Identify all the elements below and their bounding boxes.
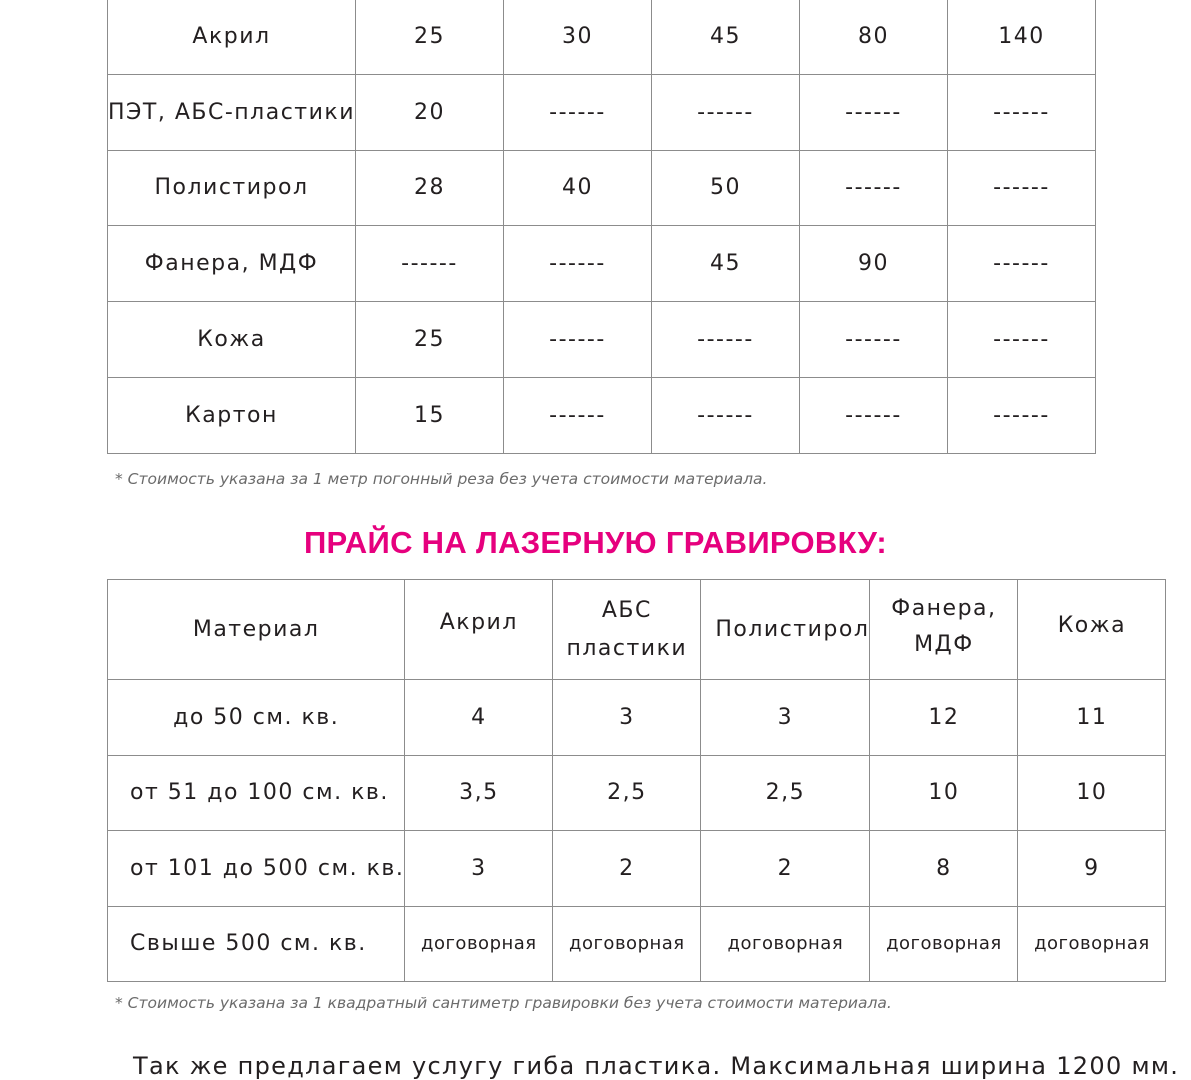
price-cell: ------ [652,377,800,453]
engraving-price-note: * Стоимость указана за 1 квадратный сантиметр гравировки без учета стоимости материала. [115,994,892,1012]
price-cell: ------ [504,74,652,150]
price-cell: договорная [1018,906,1166,982]
price-cell: ------ [356,226,504,302]
cutting-price-note: * Стоимость указана за 1 метр погонный реза без учета стоимости материала. [115,470,768,488]
price-cell: ------ [800,150,948,226]
price-cell: 30 [504,0,652,74]
price-cell: договорная [701,906,870,982]
engraving-table-body [108,580,1166,982]
table-row [108,226,1096,302]
price-cell: 10 [870,755,1018,831]
area-range-cell: Свыше 500 см. кв. [108,906,405,982]
price-cell: ------ [652,302,800,378]
material-cell: Полистирол [108,150,356,226]
price-cell: 2,5 [701,755,870,831]
material-cell: Картон [108,377,356,453]
price-cell: договорная [405,906,553,982]
header-polystyrene: Полистирол [701,580,870,680]
price-cell: 28 [356,150,504,226]
table-row [108,302,1096,378]
price-cell: 3 [405,831,553,907]
area-range-cell: до 50 см. кв. [108,680,405,756]
engraving-header-row [108,580,1166,680]
price-cell: ------ [948,377,1096,453]
price-cell: ------ [504,377,652,453]
price-cell: ------ [504,226,652,302]
price-cell: ------ [652,74,800,150]
price-cell: ------ [504,302,652,378]
price-cell: 2,5 [553,755,701,831]
price-cell: 2 [553,831,701,907]
price-cell: ------ [948,74,1096,150]
table-row [108,377,1096,453]
price-cell: 2 [701,831,870,907]
table-row [108,74,1096,150]
price-cell: 45 [652,0,800,74]
price-cell: 8 [870,831,1018,907]
price-cell: 12 [870,680,1018,756]
table-row [108,680,1166,756]
price-cell: 20 [356,74,504,150]
price-cell: 9 [1018,831,1166,907]
table-row [108,831,1166,907]
price-cell: ------ [948,150,1096,226]
price-cell: 10 [1018,755,1166,831]
area-range-cell: от 51 до 100 см. кв. [108,755,405,831]
price-cell: 4 [405,680,553,756]
area-range-cell: от 101 до 500 см. кв. [108,831,405,907]
cutting-price-table [107,0,1096,454]
price-cell: 90 [800,226,948,302]
header-acrylic: Акрил [405,580,553,680]
price-cell: 3 [553,680,701,756]
engraving-price-title: ПРАЙС НА ЛАЗЕРНУЮ ГРАВИРОВКУ: [303,525,888,560]
price-cell: 11 [1018,680,1166,756]
price-cell: ------ [800,377,948,453]
price-cell: 25 [356,302,504,378]
engraving-price-table [107,579,1166,982]
price-cell: 45 [652,226,800,302]
header-leather: Кожа [1018,580,1166,680]
table-row [108,906,1166,982]
price-cell: 140 [948,0,1096,74]
table-row [108,0,1096,74]
table-row [108,755,1166,831]
price-cell: 15 [356,377,504,453]
price-cell: договорная [553,906,701,982]
material-cell: Акрил [108,0,356,74]
price-cell: ------ [948,302,1096,378]
material-cell: Фанера, МДФ [108,226,356,302]
plastic-bending-offer: Так же предлагаем услугу гиба пластика. Максимальная ширина 1200 мм. [133,1052,1180,1080]
price-cell: 3 [701,680,870,756]
table-row [108,150,1096,226]
price-cell: 40 [504,150,652,226]
header-plywood: Фанера, МДФ [870,580,1018,680]
price-cell: договорная [870,906,1018,982]
material-cell: ПЭТ, АБС-пластики [108,74,356,150]
cutting-table-body [108,0,1096,453]
price-cell: 3,5 [405,755,553,831]
price-cell: 25 [356,0,504,74]
price-cell: ------ [800,74,948,150]
price-cell: 80 [800,0,948,74]
price-cell: ------ [948,226,1096,302]
header-material: Материал [108,580,405,680]
price-cell: 50 [652,150,800,226]
price-cell: ------ [800,302,948,378]
material-cell: Кожа [108,302,356,378]
header-abs: АБС пластики [553,580,701,680]
